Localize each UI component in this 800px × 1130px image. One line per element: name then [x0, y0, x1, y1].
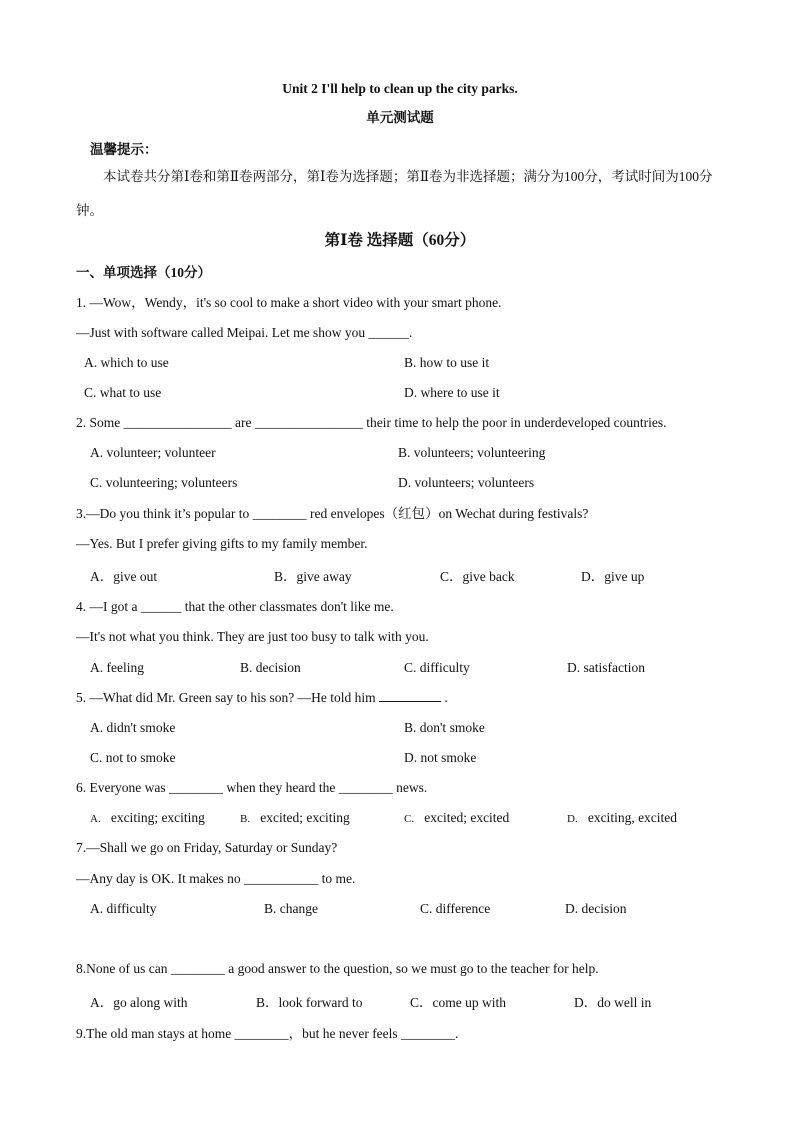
q5-option-a: A. didn't smoke — [90, 720, 176, 735]
q6-option-b-letter: B. — [240, 813, 251, 825]
q1-option-c: C. what to use — [84, 385, 162, 400]
q6-option-c-letter: C. — [404, 813, 415, 825]
q9-stem: 9.The old man stays at home ________，but he never feels ________. — [76, 1026, 459, 1041]
q2-stem-a: 2. Some — [76, 415, 124, 430]
tip-text: 本试卷共分第Ⅰ卷和第Ⅱ卷两部分，第Ⅰ卷为选择题；第Ⅱ卷为非选择题；满分为100分，考试时间为100分钟。 — [76, 169, 713, 218]
q3-option-b: B．give away — [274, 569, 352, 584]
q3-response: —Yes. But I prefer giving gifts to my family member. — [76, 536, 368, 551]
q8-option-c: C．come up with — [410, 995, 506, 1010]
q4-option-b: B. decision — [240, 660, 301, 675]
q3-option-a: A．give out — [90, 569, 158, 584]
q2-option-a: A. volunteer; volunteer — [90, 445, 216, 460]
q2-stem-c: their time to help the poor in underdeveloped countries. — [362, 415, 667, 430]
q5-option-b: B. don't smoke — [404, 720, 485, 735]
q6-option-c — [404, 809, 509, 828]
q6-option-d — [567, 809, 677, 828]
q3-option-d: D．give up — [581, 569, 645, 584]
q1-stem: 1. —Wow，Wendy，it's so cool to make a short video with your smart phone. — [76, 295, 502, 310]
q6-option-d-text: exciting, excited — [587, 810, 678, 825]
q1-response: —Just with software called Meipai. Let me show you ______. — [76, 325, 413, 340]
q4-option-c: C. difficulty — [404, 660, 470, 675]
q5-stem-text: 5. —What did Mr. Green say to his son? —He told him — [76, 690, 379, 705]
q7-response: —Any day is OK. It makes no ___________ to me. — [76, 871, 356, 886]
q2-stem-b: are — [231, 415, 255, 430]
q7-option-c: C. difference — [420, 901, 491, 916]
q2-blank-1: ________________ — [123, 415, 232, 430]
q5-option-c: C. not to smoke — [90, 750, 176, 765]
q1-option-d: D. where to use it — [404, 385, 500, 400]
q4-option-d: D. satisfaction — [567, 660, 645, 675]
q6-option-c-text: excited; excited — [424, 810, 510, 825]
q6-option-b — [240, 809, 350, 828]
q6-option-a-letter: A. — [90, 813, 101, 825]
q3-stem: 3.—Do you think it’s popular to ________ red envelopes（红包）on Wechat during festivals? — [76, 506, 589, 521]
q8-stem: 8.None of us can ________ a good answer to the question, so we must go to the teacher for help. — [76, 961, 599, 976]
q8-option-d: D．do well in — [574, 995, 652, 1010]
q8-option-b: B．look forward to — [256, 995, 363, 1010]
q7-option-b: B. change — [264, 901, 318, 916]
q2-stem — [76, 414, 667, 432]
exam-title: Unit 2 I'll help to clean up the city parks. — [282, 81, 518, 96]
part1-heading: 第Ⅰ卷 选择题（60分） — [324, 232, 476, 249]
q7-stem: 7.—Shall we go on Friday, Saturday or Sunday? — [76, 840, 338, 855]
q2-option-b: B. volunteers; volunteering — [398, 445, 546, 460]
q1-option-b: B. how to use it — [404, 355, 490, 370]
q1-option-a: A. which to use — [84, 355, 169, 370]
q4-stem: 4. —I got a ______ that the other classmates don't like me. — [76, 599, 394, 614]
q6-option-b-text: excited; exciting — [260, 810, 350, 825]
section-heading: 一、单项选择（10分） — [76, 265, 211, 280]
q3-option-c: C．give back — [440, 569, 515, 584]
q2-option-d: D. volunteers; volunteers — [398, 475, 535, 490]
q2-option-c: C. volunteering; volunteers — [90, 475, 238, 490]
q5-stem-end: . — [440, 690, 448, 705]
q7-option-a: A. difficulty — [90, 901, 157, 916]
q6-option-a-text: exciting; exciting — [110, 810, 205, 825]
tip-label: 温馨提示： — [90, 142, 158, 157]
q4-response: —It's not what you think. They are just too busy to talk with you. — [76, 629, 429, 644]
q4-option-a: A. feeling — [90, 660, 144, 675]
q6-option-d-letter: D. — [567, 813, 578, 825]
q5-option-d: D. not smoke — [404, 750, 477, 765]
q6-option-a — [90, 809, 205, 828]
q5-blank — [379, 689, 441, 702]
exam-subtitle: 单元测试题 — [366, 110, 434, 125]
q6-stem: 6. Everyone was ________ when they heard the ________ news. — [76, 780, 428, 795]
q7-option-d: D. decision — [565, 901, 627, 916]
q2-blank-2: ________________ — [254, 415, 363, 430]
q8-option-a: A．go along with — [90, 995, 188, 1010]
q5-stem — [76, 689, 448, 707]
